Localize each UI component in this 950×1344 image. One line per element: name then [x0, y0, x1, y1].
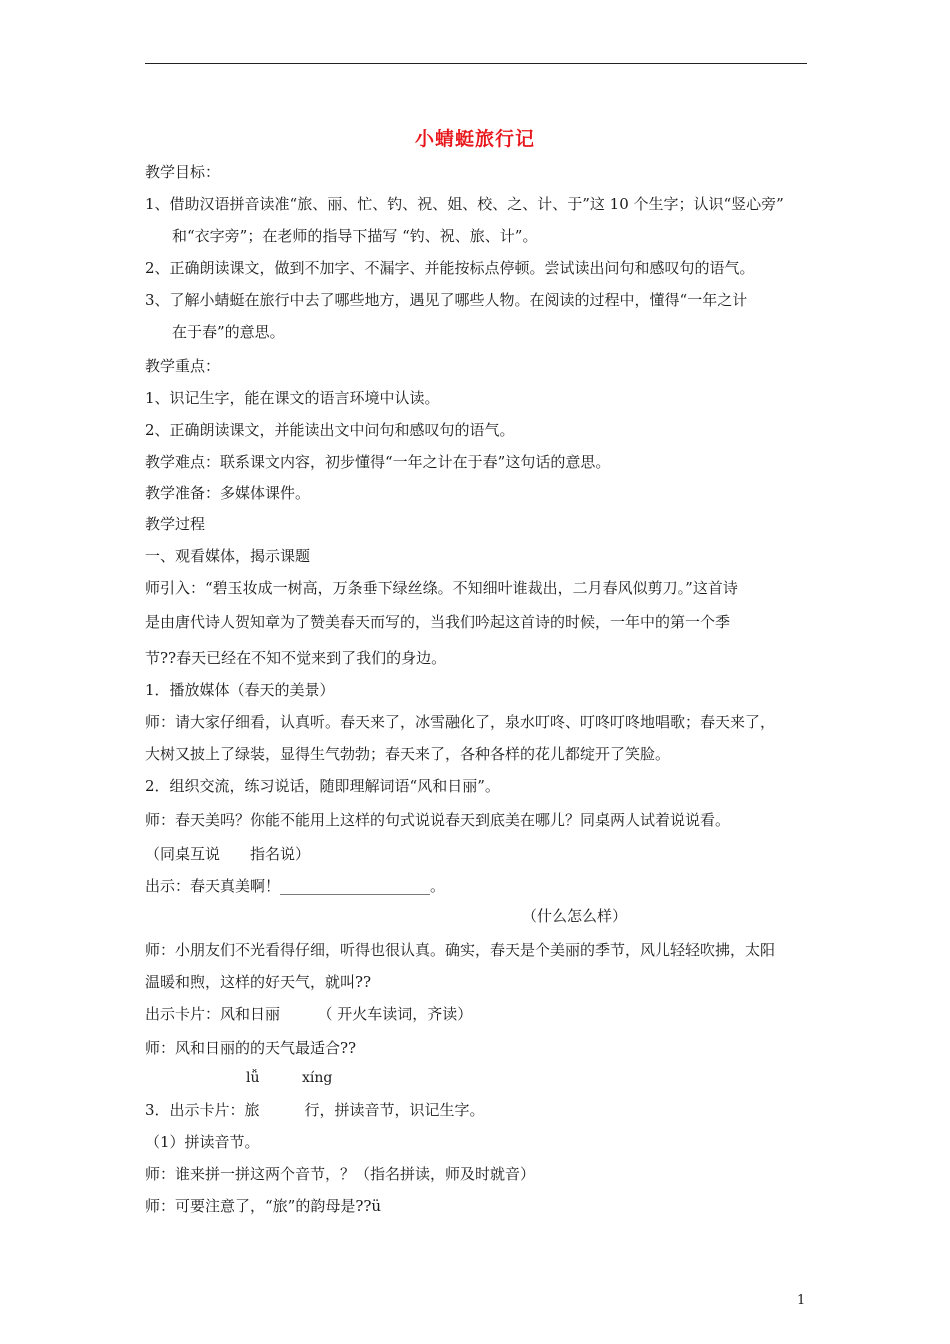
section-1-heading: 一、观看媒体，揭示课题: [145, 547, 311, 565]
card-1: 出示卡片：风和日丽 （ 开火车读词，齐读）: [145, 1005, 473, 1023]
activity-note: （同桌互说 指名说）: [145, 845, 311, 863]
teacher-question: 师：春天美吗？你能不能用上这样的句式说说春天到底美在哪儿？同桌两人试着说说看。: [145, 811, 731, 829]
header-rule: [145, 63, 807, 64]
sub-step-1: （1）拼读音节。: [145, 1133, 260, 1151]
key-points-heading: 教学重点：: [145, 357, 221, 375]
goal-1: 1、借助汉语拼音读准“旅、丽、忙、钓、祝、姐、校、之、计、于”这 10 个生字；认识“竖心旁”: [145, 195, 784, 213]
intro-line-1: 师引入：“碧玉妆成一树高，万条垂下绿丝绦。不知细叶谁裁出，二月春风似剪刀。”这首诗: [145, 579, 738, 597]
teacher-line-4: 温暖和煦，这样的好天气，就叫??: [145, 973, 372, 991]
preparation: 教学准备：多媒体课件。: [145, 484, 311, 502]
teacher-line-5: 师：风和日丽的的天气最适合??: [145, 1039, 357, 1057]
pattern-hint: （什么怎么样）: [522, 907, 628, 925]
teacher-line-7: 师：可要注意了，“旅”的韵母是??ü: [145, 1197, 382, 1215]
goal-3-cont: 在于春”的意思。: [172, 323, 285, 341]
intro-line-2: 是由唐代诗人贺知章为了赞美春天而写的，当我们吟起这首诗的时候，一年中的第一个季: [145, 613, 731, 631]
key-point-2: 2、正确朗读课文，并能读出文中问句和感叹句的语气。: [145, 421, 515, 439]
teacher-line-2: 大树又披上了绿装，显得生气勃勃；春天来了，各种各样的花儿都绽开了笑脸。: [145, 745, 671, 763]
teacher-line-1: 师：请大家仔细看，认真听。春天来了，冰雪融化了，泉水叮咚、叮咚叮咚地唱歌；春天来了，: [145, 713, 776, 731]
teacher-line-6: 师：谁来拼一拼这两个音节，？（指名拼读，师及时就音）: [145, 1165, 536, 1183]
pinyin-xing: xíng: [302, 1070, 333, 1086]
teacher-line-3: 师：小朋友们不光看得仔细，听得也很认真。确实，春天是个美丽的季节，风儿轻轻吹拂，太阳: [145, 941, 776, 959]
process-heading: 教学过程: [145, 515, 206, 533]
goal-1-cont: 和“衣字旁”；在老师的指导下描写 “钓、祝、旅、计”。: [172, 227, 538, 245]
page-number: 1: [797, 1293, 806, 1308]
sentence-pattern: 出示：春天真美啊！____________________。: [145, 877, 446, 895]
step-2: 2．组织交流，练习说话，随即理解词语“风和日丽”。: [145, 777, 500, 795]
pinyin-lv: lǚ: [246, 1070, 260, 1086]
step-3: 3．出示卡片：旅 行，拼读音节，识记生字。: [145, 1101, 485, 1119]
document-title: 小蜻蜓旅行记: [414, 128, 535, 150]
intro-line-3: 节??春天已经在不知不觉来到了我们的身边。: [145, 649, 447, 667]
key-point-1: 1、识记生字，能在课文的语言环境中认读。: [145, 389, 440, 407]
goals-heading: 教学目标：: [145, 163, 221, 181]
goal-2: 2、正确朗读课文，做到不加字、不漏字、并能按标点停顿。尝试读出问句和感叹句的语气。: [145, 259, 755, 277]
step-1: 1．播放媒体（春天的美景）: [145, 681, 335, 699]
difficulty: 教学难点：联系课文内容，初步懂得“一年之计在于春”这句话的意思。: [145, 453, 611, 471]
goal-3: 3、了解小蜻蜓在旅行中去了哪些地方，遇见了哪些人物。在阅读的过程中，懂得“一年之计: [145, 291, 748, 309]
